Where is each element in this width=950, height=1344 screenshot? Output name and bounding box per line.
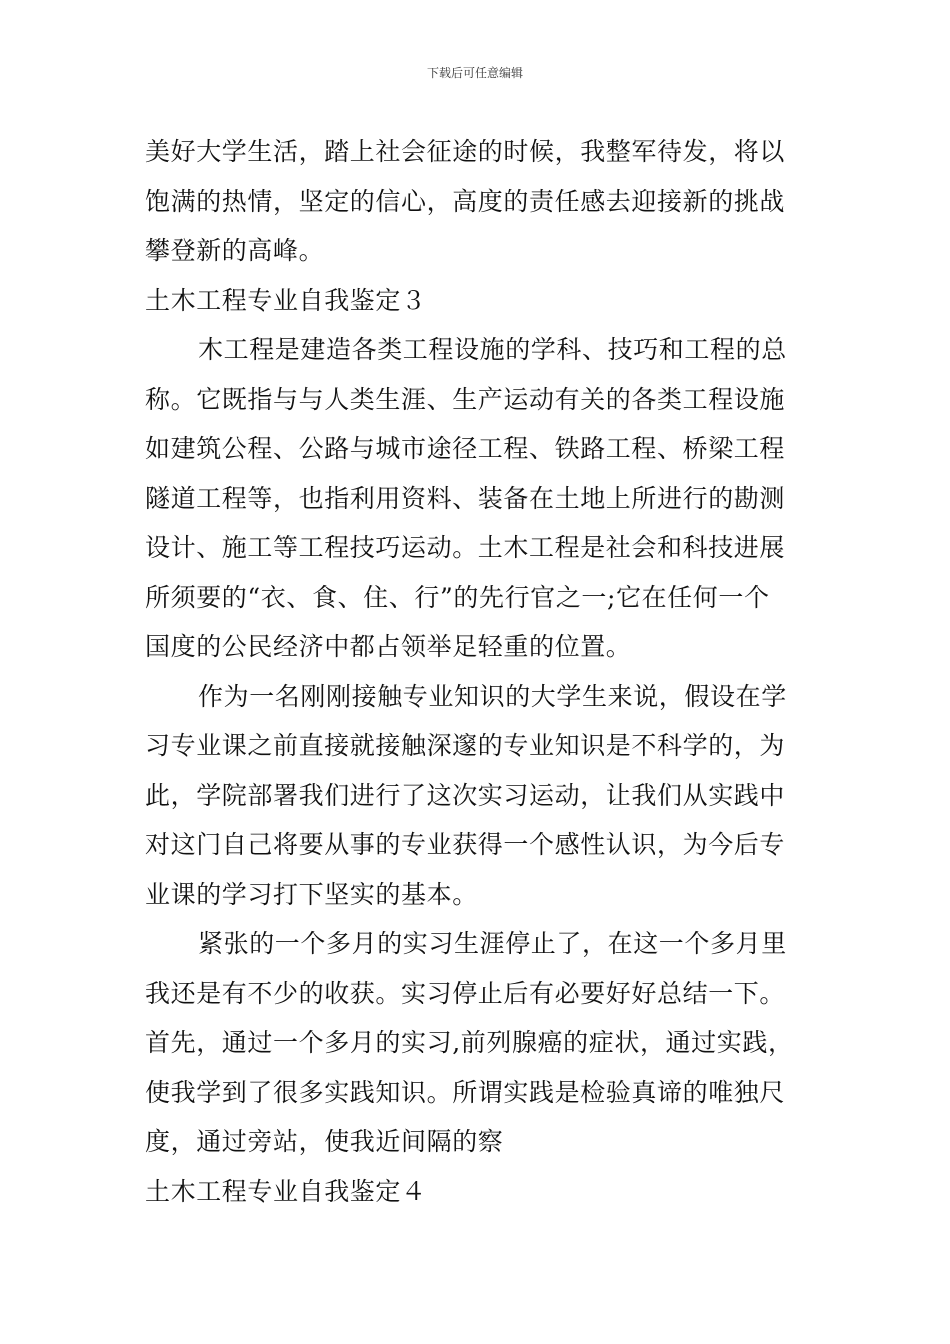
text-line: 美好大学生活，踏上社会征途的时候，我整军待发，将以: [145, 137, 786, 166]
text-line: 我还是有不少的收获。实习停止后有必要好好总结一下。: [145, 978, 786, 1008]
text-line: 对这门自己将要从事的专业获得一个感性认识，为今后专: [145, 830, 786, 859]
text-line: 使我学到了很多实践知识。所谓实践是检验真谛的唯独尺: [145, 1077, 786, 1107]
text-line: 如建筑公程、公路与城市途径工程、铁路工程、桥梁工程: [145, 434, 786, 463]
text-line: 土木工程专业自我鉴定３: [145, 285, 427, 315]
text-line: 饱满的热情，坚定的信心，高度的责任感去迎接新的挑战: [145, 186, 786, 216]
text-line: 业课的学习打下坚实的基本。: [145, 879, 478, 909]
text-line: 紧张的一个多月的实习生涯停止了，在这一个多月里: [198, 929, 787, 958]
text-line: 所须要的“衣、食、住、行”的先行官之一;它在任何一个: [145, 582, 770, 612]
text-line: 首先，通过一个多月的实习,前列腺癌的症状，通过实践，: [145, 1028, 794, 1057]
page-header: 下载后可任意编辑: [426, 66, 523, 80]
text-line: 攀登新的高峰。: [145, 236, 325, 265]
text-line: 国度的公民经济中都占领举足轻重的位置。: [145, 632, 632, 661]
text-line: 习专业课之前直接就接触深邃的专业知识是不科学的，为: [145, 731, 786, 760]
text-line: 度，通过旁站，使我近间隔的察: [145, 1127, 504, 1156]
text-line: 称。它既指与与人类生涯、生产运动有关的各类工程设施: [145, 384, 786, 414]
text-line: 作为一名刚刚接触专业知识的大学生来说，假设在学: [198, 681, 787, 711]
text-line: 木工程是建造各类工程设施的学科、技巧和工程的总: [198, 335, 787, 364]
document-body: [145, 127, 807, 1216]
text-line: 隧道工程等，也指利用资料、装备在土地上所进行的勘测: [145, 483, 786, 513]
text-line: 设计、施工等工程技巧运动。土木工程是社会和科技进展: [145, 533, 786, 562]
text-line: 此，学院部署我们进行了这次实习运动，让我们从实践中: [145, 780, 786, 810]
text-line: 土木工程专业自我鉴定４: [145, 1176, 427, 1206]
